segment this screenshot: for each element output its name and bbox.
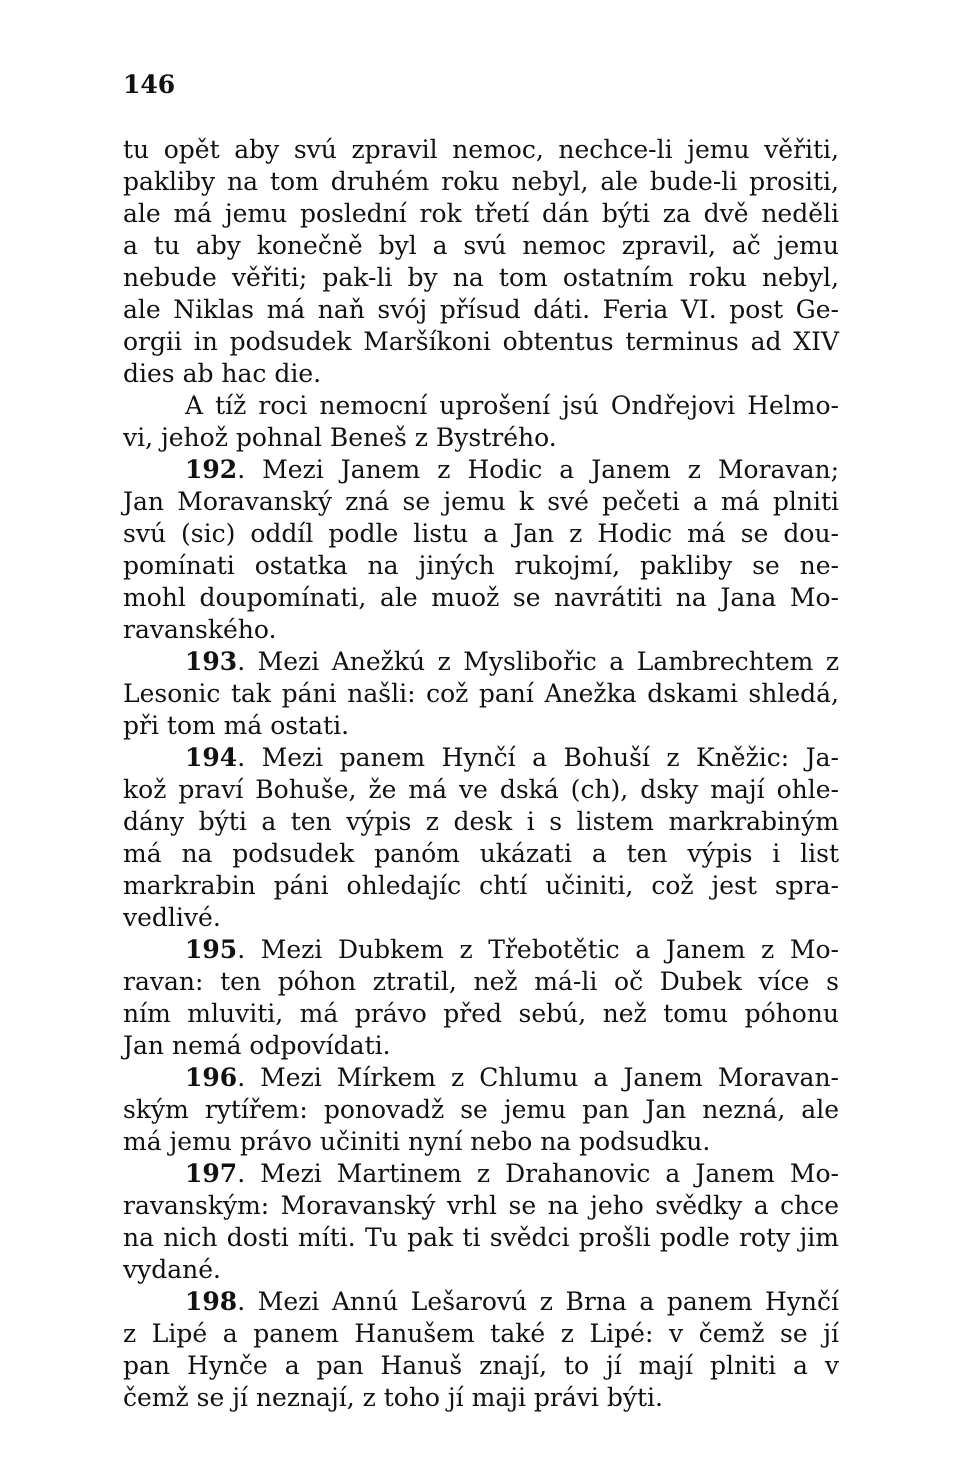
text-line: tu opět aby svú zpravil nemoc, nechce-li jemu věřiti, [123,135,839,164]
text-line: má na podsudek panóm ukázati a ten výpis i list [123,839,839,868]
text-line: ravanského. [123,615,277,644]
entry-heading-text: . Mezi panem Hynčí a Bohuší z Kněžic: Ja- [237,743,839,772]
entry-heading-text: . Mezi Martinem z Drahanovic a Janem Mo- [237,1159,839,1188]
body-text [123,134,839,1414]
text-line: ravanským: Moravanský vrhl se na jeho svědky a chce [123,1191,839,1220]
text-line: a tu aby konečně byl a svú nemoc zpravil, ač jemu [123,231,839,260]
entry-heading-line [123,1158,839,1190]
text-line: na nich dosti míti. Tu pak ti svědci prošli podle roty jim [123,1223,839,1252]
text-line: pan Hynče a pan Hanuš znají, to jí mají plniti a v [123,1351,839,1380]
text-line: Lesonic tak páni našli: což paní Anežka dskami shledá, [123,679,839,708]
entry-heading-line [123,646,839,678]
text-line: pomínati ostatka na jiných rukojmí, pakliby se ne- [123,551,839,580]
text-line: z Lipé a panem Hanušem také z Lipé: v čemž se jí [123,1319,839,1348]
entry-heading-line [123,1062,839,1094]
entry-number: 197 [185,1159,238,1188]
entry-number: 193 [185,647,238,676]
text-line: vydané. [123,1255,221,1284]
text-line: má jemu právo učiniti nyní nebo na podsudku. [123,1127,711,1156]
text-line: markrabin páni ohledajíc chtí učiniti, což jest spra- [123,871,839,900]
text-line: svú (sic) oddíl podle listu a Jan z Hodic má se dou- [123,519,839,548]
text-line: orgii in podsudek Maršíkoni obtentus terminus ad XIV [123,327,839,356]
entry-number: 192 [185,455,238,484]
entry-heading-text: . Mezi Anežkú z Myslibořic a Lambrechtem z [237,647,839,676]
text-line: Jan nemá odpovídati. [123,1031,391,1060]
entry-heading-text: . Mezi Mírkem z Chlumu a Janem Moravan- [237,1063,839,1092]
entry-heading-line [123,742,839,774]
text-line: nebude věřiti; pak-li by na tom ostatním roku nebyl, [123,263,839,292]
text-line: pakliby na tom druhém roku nebyl, ale bude-li prositi, [123,167,839,196]
text-line: ským rytířem: ponovadž se jemu pan Jan nezná, ale [123,1095,839,1124]
text-line: ravan: ten póhon ztratil, než má-li oč Dubek více s [123,967,839,996]
entry-heading-text: . Mezi Janem z Hodic a Janem z Moravan; [237,455,839,484]
text-line: kož praví Bohuše, že má ve dská (ch), dsky mají ohle- [123,775,839,804]
text-line: mohl doupomínati, ale muož se navrátiti na Jana Mo- [123,583,839,612]
entry-number: 196 [185,1063,238,1092]
text-line: A tíž roci nemocní uprošení jsú Ondřejovi Helmo- [185,391,839,420]
text-line: dány býti a ten výpis z desk i s listem markrabiným [123,807,839,836]
text-line: vedlivé. [123,903,221,932]
entry-number: 195 [185,935,238,964]
text-line: čemž se jí neznají, z toho jí maji právi býti. [123,1383,663,1412]
text-line: dies ab hac die. [123,359,322,388]
page-number: 146 [123,70,176,99]
text-line: ale má jemu poslední rok třetí dán býti za dvě neděli [123,199,839,228]
entry-heading-text: . Mezi Dubkem z Třebotětic a Janem z Mo- [237,935,839,964]
text-line: při tom má ostati. [123,711,350,740]
entry-number: 198 [185,1287,238,1316]
text-line: vi, jehož pohnal Beneš z Bystrého. [123,423,557,452]
entry-heading-line [123,1286,839,1318]
text-line: Jan Moravanský zná se jemu k své pečeti a má plniti [123,487,839,516]
entry-number: 194 [185,743,238,772]
entry-heading-text: . Mezi Annú Lešarovú z Brna a panem Hynčí [237,1287,839,1316]
entry-heading-line [123,454,839,486]
text-line: ale Niklas má naň svój přísud dáti. Feria VI. post Ge- [123,295,839,324]
entry-heading-line [123,934,839,966]
text-line: ním mluviti, má právo před sebú, než tomu póhonu [123,999,839,1028]
